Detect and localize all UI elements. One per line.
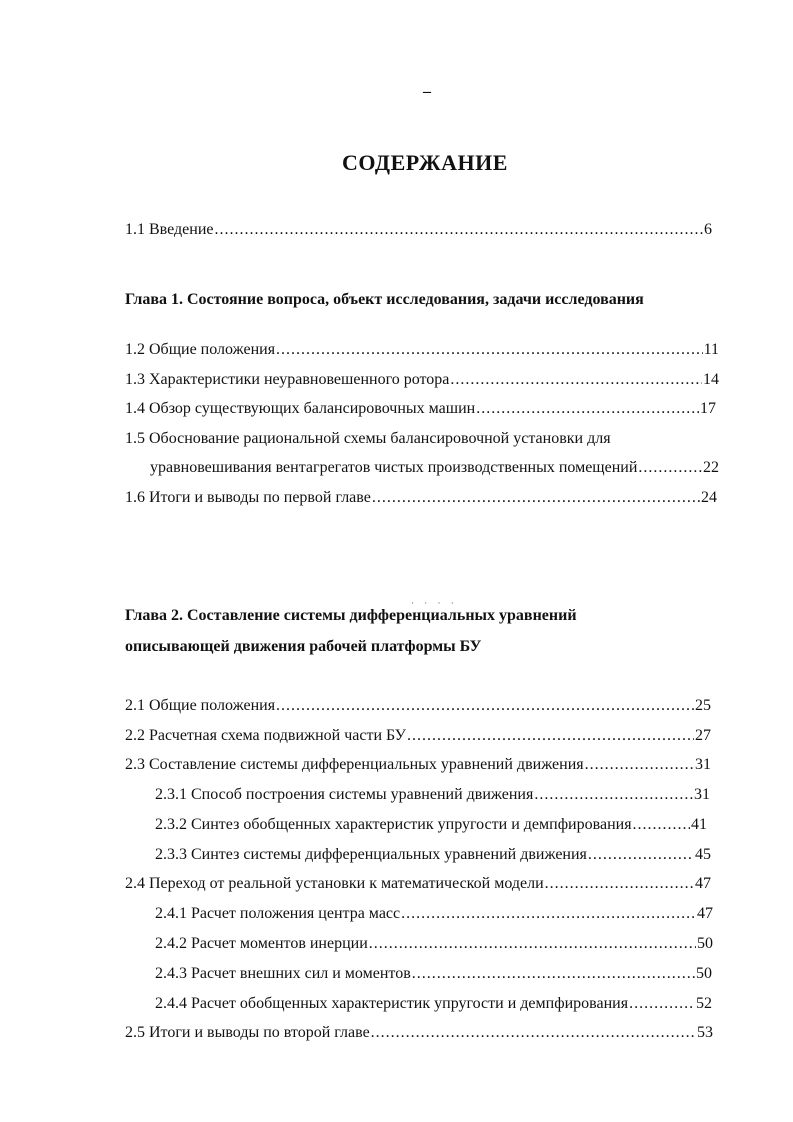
toc-entry-2-3-3[interactable] — [155, 845, 711, 865]
chapter-1-heading[interactable]: Глава 1. Состояние вопроса, объект исследования, задачи исследования — [125, 291, 644, 308]
toc-entry-page: 31 — [694, 786, 710, 803]
toc-entry-label: 2.5 Итоги и выводы по второй главе — [125, 1024, 370, 1041]
toc-entry-label: 2.3.2 Синтез обобщенных характеристик упругости и демпфирования — [155, 816, 632, 833]
dot-leader — [369, 934, 696, 954]
toc-entry-page: 47 — [697, 905, 713, 922]
dot-leader — [450, 370, 702, 390]
toc-entry-page: 52 — [696, 995, 712, 1012]
toc-entry-2-4[interactable] — [125, 874, 711, 894]
toc-entry-1-5[interactable] — [150, 458, 719, 478]
toc-entry-page: 31 — [695, 756, 711, 773]
toc-entry-label: уравновешивания вентагрегатов чистых производственных помещений — [150, 459, 638, 476]
toc-entry-2-2[interactable] — [125, 726, 711, 746]
toc-entry-page: 17 — [700, 400, 716, 417]
toc-entry-label: 2.4.4 Расчет обобщенных характеристик упругости и демпфирования — [155, 995, 629, 1012]
toc-entry-1-4[interactable] — [125, 399, 716, 419]
toc-entry-1-3[interactable] — [125, 370, 719, 390]
dot-leader — [629, 994, 695, 1014]
toc-entry-label: 1.6 Итоги и выводы по первой главе — [125, 489, 371, 506]
scan-mark: – — [423, 83, 431, 100]
toc-entry-page: 24 — [701, 489, 717, 506]
toc-entry-2-4-2[interactable] — [155, 934, 713, 954]
dot-leader — [588, 845, 694, 865]
dot-leader — [412, 964, 695, 984]
toc-entry-1-6[interactable] — [125, 488, 717, 508]
toc-entry-page: 53 — [697, 1024, 713, 1041]
toc-entry-page: 25 — [695, 697, 711, 714]
toc-entry-label: 2.4.2 Расчет моментов инерции — [155, 935, 368, 952]
toc-entry-page: 14 — [703, 371, 719, 388]
toc-entry-page: 22 — [703, 459, 719, 476]
toc-entry-page: 41 — [691, 816, 707, 833]
toc-entry-page: 27 — [695, 727, 711, 744]
toc-entry-2-5[interactable] — [125, 1023, 713, 1043]
dot-leader — [545, 874, 694, 894]
toc-entry-label: 2.3.3 Синтез системы дифференциальных уравнений движения — [155, 846, 587, 863]
toc-entry-page: 47 — [695, 875, 711, 892]
toc-entry-page: 45 — [695, 846, 711, 863]
toc-entry-2-4-3[interactable] — [155, 964, 712, 984]
toc-entry-label: 1.3 Характеристики неуравновешенного ротора — [125, 371, 450, 388]
toc-entry-page: 11 — [703, 341, 719, 358]
toc-entry-label: 2.3.1 Способ построения системы уравнений движения — [155, 786, 534, 803]
toc-entry-page: 6 — [704, 221, 712, 238]
dot-leader — [371, 1023, 696, 1043]
chapter-2-heading-line2[interactable]: описывающей движения рабочей платформы БУ — [125, 638, 482, 655]
toc-entry-label: 2.4.1 Расчет положения центра масс — [155, 905, 401, 922]
dot-leader — [276, 696, 694, 716]
toc-entry-label: 2.1 Общие положения — [125, 697, 276, 714]
toc-entry-2-3[interactable] — [125, 755, 711, 775]
toc-entry-2-3-1[interactable] — [155, 785, 710, 805]
toc-entry-page: 50 — [697, 935, 713, 952]
toc-entry-page: 50 — [696, 965, 712, 982]
dot-leader — [276, 340, 703, 360]
toc-entry-label: 2.4.3 Расчет внешних сил и моментов — [155, 965, 411, 982]
dot-leader — [638, 458, 702, 478]
toc-entry-label: 1.1 Введение — [125, 221, 214, 238]
dot-leader — [401, 904, 696, 924]
toc-entry-label: 1.4 Обзор существующих балансировочных машин — [125, 400, 476, 417]
dot-leader — [476, 399, 699, 419]
chapter-2-heading-line1[interactable]: Глава 2. Составление системы дифференциальных уравнений — [125, 607, 577, 624]
toc-entry-label: 2.3 Составление системы дифференциальных уравнений движения — [125, 756, 584, 773]
dot-leader — [407, 726, 694, 746]
scan-artifact: · · · · — [411, 598, 458, 608]
dot-leader — [372, 488, 700, 508]
toc-entry-2-4-1[interactable] — [155, 904, 713, 924]
toc-entry-2-4-4[interactable] — [155, 994, 712, 1014]
toc-entry-label: 2.4 Переход от реальной установки к математической модели — [125, 875, 544, 892]
dot-leader — [534, 785, 693, 805]
toc-entry-1-2[interactable] — [125, 340, 719, 360]
page-title: СОДЕРЖАНИЕ — [342, 150, 508, 175]
dot-leader — [215, 220, 704, 240]
toc-entry-label: 2.2 Расчетная схема подвижной части БУ — [125, 727, 406, 744]
dot-leader — [633, 815, 690, 835]
toc-entry-2-3-2[interactable] — [155, 815, 707, 835]
toc-entry-label: 1.2 Общие положения — [125, 341, 276, 358]
dot-leader — [585, 755, 694, 775]
toc-entry-1-5-line1[interactable]: 1.5 Обоснование рациональной схемы балансировочной установки для — [125, 430, 611, 447]
toc-entry-intro[interactable] — [125, 220, 712, 240]
toc-entry-2-1[interactable] — [125, 696, 711, 716]
